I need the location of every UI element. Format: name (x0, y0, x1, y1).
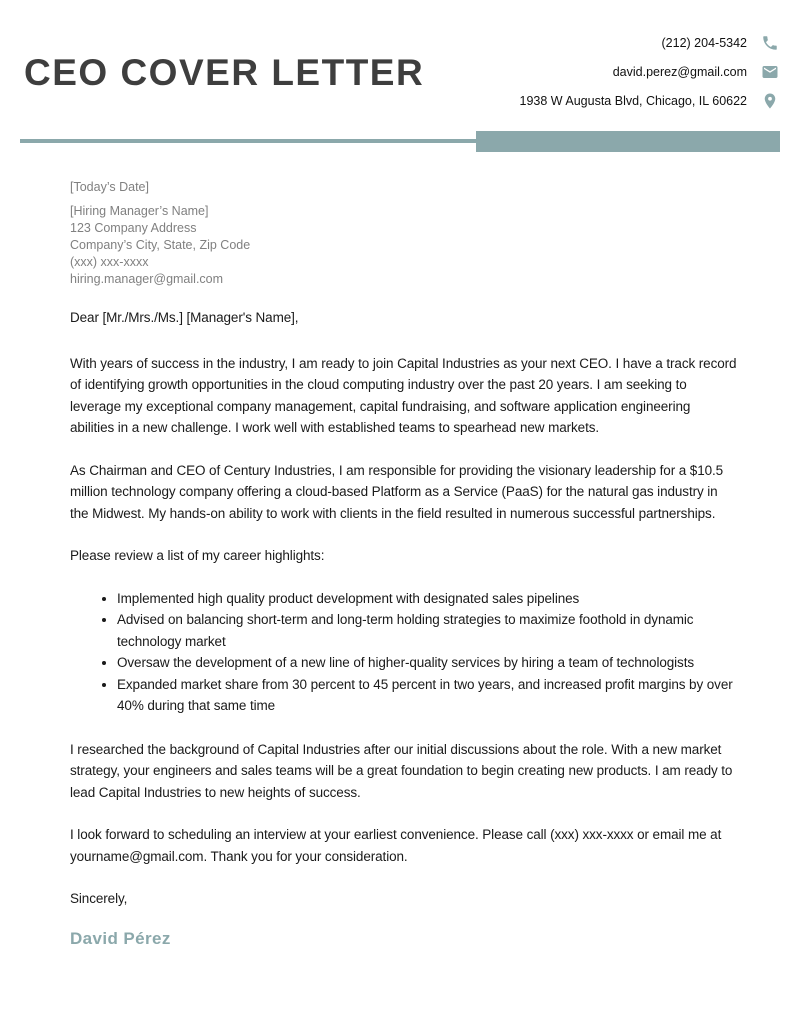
location-pin-icon (760, 91, 780, 111)
phone-icon (760, 33, 780, 53)
phone-number-text: (212) 204-5342 (661, 36, 747, 50)
contact-address-row (520, 91, 780, 111)
signoff: Sincerely, (70, 891, 128, 906)
company-address: 123 Company Address (70, 221, 197, 235)
today-date-placeholder: [Today’s Date] (70, 180, 149, 194)
mail-icon (760, 62, 780, 82)
highlights-intro: Please review a list of my career highlights: (70, 548, 325, 563)
paragraph-call-to-action: I look forward to scheduling an interview at your earliest convenience. Please call (xxx) xxx-xxxx or email me at yourname@gmail.com. Thank you for your consideration. (70, 827, 722, 864)
signature-name: David Pérez (70, 928, 171, 948)
salutation: Dear [Mr./Mrs./Ms.] [Manager's Name], (70, 310, 299, 325)
address-text: 1938 W Augusta Blvd, Chicago, IL 60622 (519, 94, 747, 108)
email-text: david.perez@gmail.com (612, 65, 747, 79)
highlight-item: • Advised on balancing short-term and long-term holding strategies to maximize foothold in dynamic technology market (117, 609, 738, 652)
contact-phone-row (520, 33, 780, 53)
highlight-item: • Implemented high quality product development with designated sales pipelines (117, 588, 738, 610)
recipient-block (70, 179, 250, 288)
paragraph-research: I researched the background of Capital Industries after our initial discussions about the role. With a new market strategy, your engineers and sales teams will be a great foundation to begin creating new products. I am ready to lead Capital Industries to new heights of success. (70, 741, 733, 800)
header-divider-bar (476, 131, 780, 152)
letter-body (70, 307, 738, 949)
highlight-item: • Expanded market share from 30 percent to 45 percent in two years, and increased profit margins by over 40% during that same time (117, 674, 738, 717)
page-title: CEO COVER LETTER (24, 52, 425, 93)
recipient-phone: (xxx) xxx-xxxx (70, 255, 149, 269)
contact-info-block (520, 33, 780, 111)
hiring-manager-name: [Hiring Manager’s Name] (70, 204, 209, 218)
career-highlights-list (70, 588, 738, 717)
header-divider-line (20, 139, 477, 143)
contact-email-row (520, 62, 780, 82)
paragraph-experience: As Chairman and CEO of Century Industries, I am responsible for providing the visionary leadership for a $10.5 million technology company offering a cloud-based Platform as a Service (PaaS) for the natural gas industry in the Midwest. My hands-on ability to work with clients in the field resulted in numerous successful partnerships. (70, 462, 724, 521)
recipient-email: hiring.manager@gmail.com (70, 272, 224, 286)
company-city-state-zip: Company’s City, State, Zip Code (70, 238, 251, 252)
paragraph-intro: With years of success in the industry, I am ready to join Capital Industries as your next CEO. I have a track record of identifying growth opportunities in the cloud computing industry over the past 20 years. I am seeking to leverage my exceptional company management, capital fundraising, and software application engineering abilities in a new challenge. I work well with established teams to spearhead new markets. (70, 355, 737, 435)
highlight-item: • Oversaw the development of a new line of higher-quality services by hiring a team of technologists (117, 652, 738, 674)
